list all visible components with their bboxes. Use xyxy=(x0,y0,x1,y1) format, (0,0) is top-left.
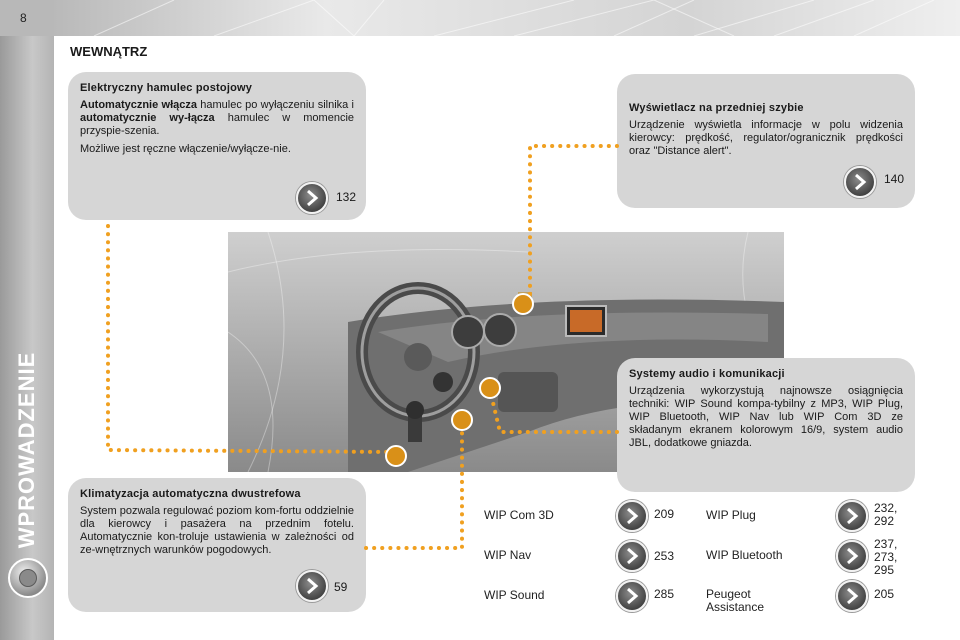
wip-label: WIP Bluetooth xyxy=(706,548,783,562)
climate-text: System pozwala regulować poziom kom-fortu oddzielnie dla kierowcy i pasażera na przednim fotelu. Automatycznie kon-troluje ustawienia w zależności od ze-wnętrznych warunków pogodowych. xyxy=(80,505,354,556)
climate-ref: 59 xyxy=(334,580,348,594)
chevron-right-icon[interactable] xyxy=(296,182,328,214)
chevron-right-icon[interactable] xyxy=(616,500,648,532)
climate-title: Klimatyzacja automatyczna dwustrefowa xyxy=(80,488,301,500)
wip-ref: 232, 292 xyxy=(874,501,898,528)
chevron-right-icon[interactable] xyxy=(836,580,868,612)
wip-ref: 205 xyxy=(874,587,895,601)
audio-title: Systemy audio i komunikacji xyxy=(629,368,785,380)
parking-brake-ref: 132 xyxy=(336,190,357,204)
parking-brake-text-2: Możliwe jest ręczne włączenie/wyłącze-nie. xyxy=(80,143,291,155)
wip-ref: 209 xyxy=(654,507,675,521)
wip-label: WIP Plug xyxy=(706,508,756,522)
hud-text: Urządzenie wyświetla informacje w polu widzenia kierowcy: prędkość, regulator/ogranicznik prędkości oraz "Distance alert". xyxy=(629,119,903,157)
parking-brake-title: Elektryczny hamulec postojowy xyxy=(80,82,253,94)
audio-text: Urządzenia wykorzystują najnowsze osiągnięcia techniki: WIP Sound kompa-tybilny z MP3, WIP Plug, WIP Bluetooth, WIP Nav lub WIP Com 3D ze składanym ekranem kolorowym 16/9, system audio JBL, dodatkowe gniazda. xyxy=(629,385,903,449)
disc-icon xyxy=(8,558,48,598)
hud-ref: 140 xyxy=(884,172,905,186)
wip-ref: 285 xyxy=(654,587,675,601)
chevron-right-icon[interactable] xyxy=(844,166,876,198)
page-number-box xyxy=(0,0,54,36)
wip-label: WIP Sound xyxy=(484,588,545,602)
chevron-right-icon[interactable] xyxy=(296,570,328,602)
wip-ref: 253 xyxy=(654,549,675,563)
top-banner xyxy=(54,0,960,36)
wip-label: WIP Nav xyxy=(484,548,532,562)
wip-ref: 237, 273, 295 xyxy=(874,537,898,577)
chevron-right-icon[interactable] xyxy=(616,580,648,612)
wip-label: WIP Com 3D xyxy=(484,508,554,522)
audio-box xyxy=(617,358,915,492)
wip-label: Peugeot Assistance xyxy=(706,587,765,614)
sidebar-title: WPROWADZENIE xyxy=(14,351,39,549)
hud-title: Wyświetlacz na przedniej szybie xyxy=(629,102,804,114)
sidebar xyxy=(0,0,54,640)
chevron-right-icon[interactable] xyxy=(616,540,648,572)
section-title: WEWNĄTRZ xyxy=(70,44,148,59)
chevron-right-icon[interactable] xyxy=(836,540,868,572)
page-number: 8 xyxy=(20,11,27,25)
parking-brake-text: Automatycznie włącza hamulec po wyłączeniu silnika i automatycznie wy-łącza hamulec w momencie przyspie-szenia. xyxy=(80,99,355,137)
chevron-right-icon[interactable] xyxy=(836,500,868,532)
